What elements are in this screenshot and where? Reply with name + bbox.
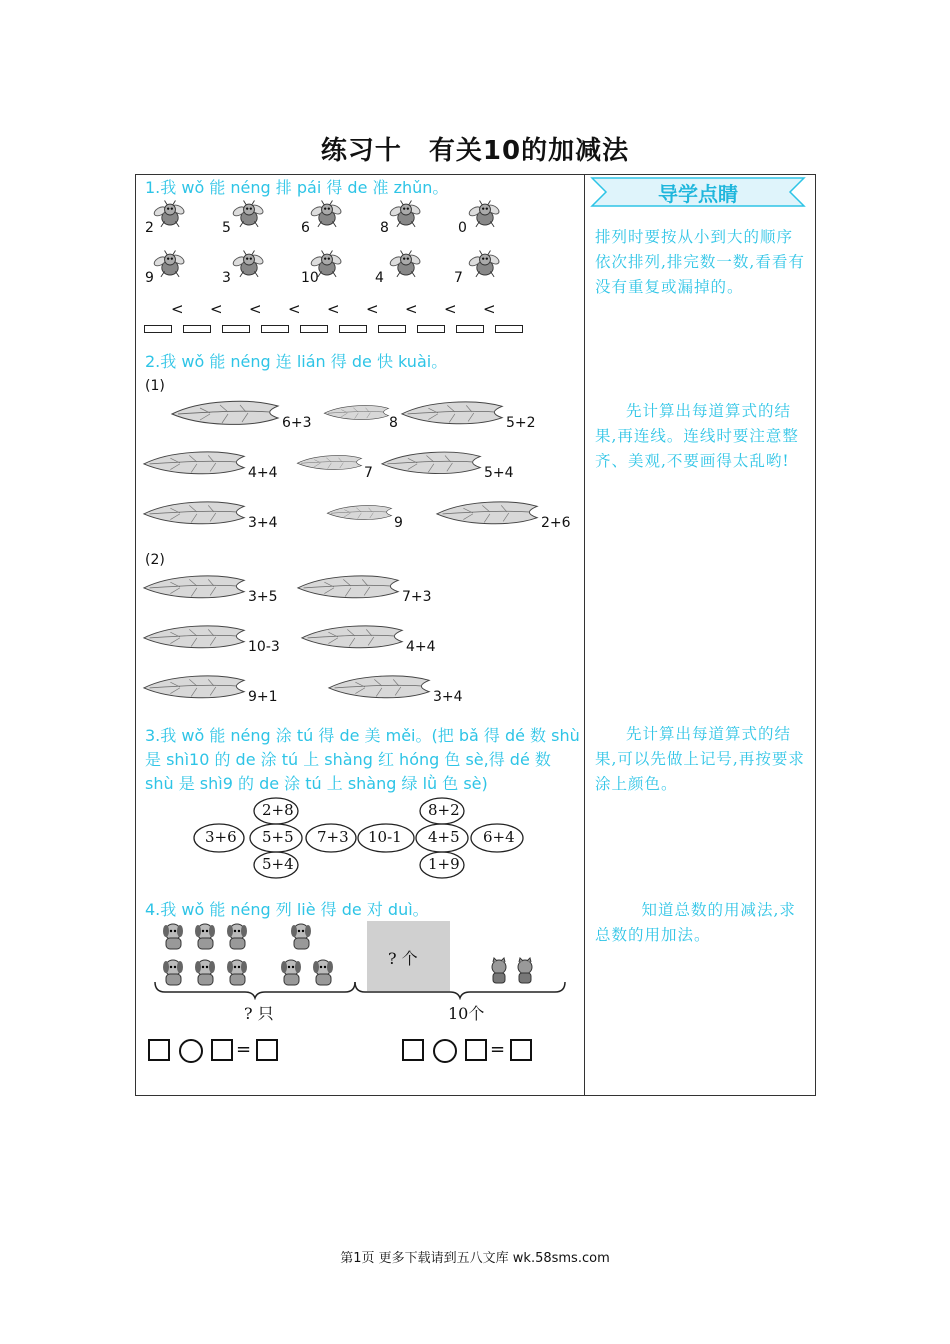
bee-number: 6 [301,220,310,236]
bee-icon [386,248,426,282]
lily-pad-icon [326,496,394,528]
guide-tip-4: 知道总数的用减法,求总数的用加法。 [595,901,796,944]
oval-expression[interactable]: 6+4 [483,828,515,846]
answer-blank[interactable] [456,325,484,333]
expression: 8 [389,415,398,431]
brace [150,980,570,1000]
answer-blank[interactable] [339,325,367,333]
guide-banner-label: 导学点睛 [658,182,738,206]
equals-sign: = [490,1039,506,1060]
less-than-sign: < [444,300,457,318]
answer-blank[interactable] [183,325,211,333]
bee-number: 4 [375,270,384,286]
oval-expression[interactable]: 4+5 [428,828,460,846]
answer-square[interactable] [465,1039,487,1061]
oval-expression[interactable]: 7+3 [317,828,349,846]
guide-tip-3: 先计算出每道算式的结果,可以先做上记号,再按要求涂上颜色。 [595,725,805,793]
lily-pad-icon [296,570,402,602]
lily-pad-icon [142,670,248,702]
oval-expression[interactable]: 5+4 [262,855,294,873]
question-2-prompt: 2.我 wǒ 能 néng 连 lián 得 de 快 kuài。 [145,352,448,371]
brace-label-left: ? 只 [244,1004,274,1023]
expression: 3+4 [248,515,278,531]
equals-sign: = [236,1039,252,1060]
bee-number: 2 [145,220,154,236]
bee-number: 10 [301,270,319,286]
expression: 10-3 [248,639,280,655]
bee-icon [465,198,505,232]
answer-blank[interactable] [261,325,289,333]
operator-circle[interactable] [433,1039,457,1063]
expression: 3+4 [433,689,463,705]
guide-tip-1: 排列时要按从小到大的顺序依次排列,排完数一数,看看有没有重复或漏掉的。 [595,228,805,296]
guide-tip-2: 先计算出每道算式的结果,再连线。连线时要注意整齐、美观,不要画得太乱哟! [595,402,799,470]
bee-number: 0 [458,220,467,236]
bee-number: 8 [380,220,389,236]
answer-square[interactable] [148,1039,170,1061]
lily-pad-icon [300,620,406,652]
less-than-sign: < [483,300,496,318]
answer-square[interactable] [256,1039,278,1061]
answer-square[interactable] [211,1039,233,1061]
question-1-prompt: 1.我 wǒ 能 néng 排 pái 得 de 准 zhǔn。 [145,178,449,197]
expression: 4+4 [248,465,278,481]
brace-label-right: 10个 [448,1004,485,1023]
less-than-sign: < [249,300,262,318]
lily-pad-icon [142,620,248,652]
less-than-sign: < [327,300,340,318]
lily-pad-icon [323,396,391,428]
expression: 9 [394,515,403,531]
unknown-count-label: ? 个 [388,949,418,968]
oval-expression-diagram [190,796,530,880]
oval-expression[interactable]: 2+8 [262,801,294,819]
oval-expression[interactable]: 10-1 [368,828,402,846]
lily-pad-icon [142,496,248,528]
question-4-prompt: 4.我 wǒ 能 néng 列 liè 得 de 对 duì。 [145,900,429,919]
less-than-sign: < [171,300,184,318]
bee-icon [229,198,269,232]
bee-icon [386,198,426,232]
lily-pad-icon [142,446,248,478]
less-than-sign: < [366,300,379,318]
answer-blank[interactable] [144,325,172,333]
answer-blank[interactable] [378,325,406,333]
answer-blank[interactable] [417,325,445,333]
answer-square[interactable] [510,1039,532,1061]
expression: 6+3 [282,415,312,431]
lily-pad-icon [296,446,364,478]
bee-icon [150,198,190,232]
bee-number: 9 [145,270,154,286]
answer-blank[interactable] [495,325,523,333]
bee-icon [307,198,347,232]
part-label: (2) [145,552,165,568]
bee-number: 5 [222,220,231,236]
operator-circle[interactable] [179,1039,203,1063]
expression: 7+3 [402,589,432,605]
lily-pad-icon [327,670,433,702]
less-than-sign: < [210,300,223,318]
expression: 2+6 [541,515,571,531]
column-divider [584,174,585,1096]
expression: 7 [364,465,373,481]
answer-blank[interactable] [300,325,328,333]
question-3-prompt: 3.我 wǒ 能 néng 涂 tú 得 de 美 měi。(把 bǎ 得 dé 数 shù 是 shì10 的 de 涂 tú 上 shàng 红 hóng 色 sè,得 dé 数 shù 是 shì9 的 de 涂 tú 上 shàng 绿 lǜ 色 sè) [145,726,580,793]
bee-icon [229,248,269,282]
answer-square[interactable] [402,1039,424,1061]
expression: 4+4 [406,639,436,655]
oval-expression[interactable]: 8+2 [428,801,460,819]
oval-expression[interactable]: 5+5 [262,828,294,846]
answer-blank[interactable] [222,325,250,333]
lily-pad-icon [400,396,506,428]
bee-icon [465,248,505,282]
bee-icon [150,248,190,282]
expression: 3+5 [248,589,278,605]
expression: 9+1 [248,689,278,705]
lily-pad-icon [170,396,282,428]
oval-expression[interactable]: 1+9 [428,855,460,873]
less-than-sign: < [288,300,301,318]
expression: 5+4 [484,465,514,481]
less-than-sign: < [405,300,418,318]
oval-expression[interactable]: 3+6 [205,828,237,846]
lily-pad-icon [380,446,484,478]
lily-pad-icon [435,496,541,528]
page-footer: 第1页 更多下载请到五八文库 wk.58sms.com [340,1251,610,1266]
part-label: (1) [145,378,165,394]
bee-number: 3 [222,270,231,286]
page-title: 练习十 有关10的加减法 [320,136,630,166]
lily-pad-icon [142,570,248,602]
expression: 5+2 [506,415,536,431]
bee-number: 7 [454,270,463,286]
